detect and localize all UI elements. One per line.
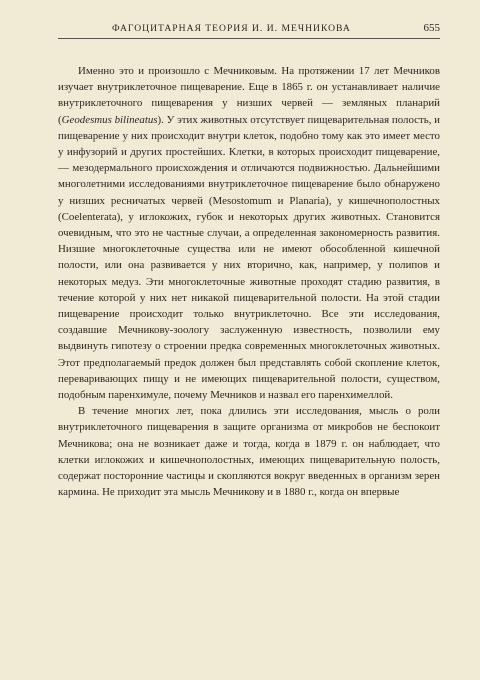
body-text [58, 63, 440, 500]
running-title: ФАГОЦИТАРНАЯ ТЕОРИЯ И. И. МЕЧНИКОВА [112, 23, 351, 34]
species-name: Geodesmus bilineatus [61, 113, 158, 126]
page-number: 655 [423, 22, 440, 34]
running-head [58, 22, 440, 39]
paragraph-1: Именно это и произошло с Мечниковым. На протяжении 17 лет Мечников изучает внутриклеточное пищеварение. Еще в 1865 г. он устанавливает наличие внутриклеточного пищеварения у низших червей — земляных планарий (Geodesmus bilineatus). У этих животных отсутствует пищеварительная полость, и пищеварение у них происходит внутри клеток, подобно тому как это имеет место у инфузорий и других простейших. Клетки, в которых происходит пищеварение,— мезодермального происхождения и отличаются подвижностью. Дальнейшими многолетними исследованиями внутриклеточное пищеварение было обнаружено у низших ресничатых червей (Mesostomum и Planaria), у кишечнополостных (Coelenterata), у иглокожих, губок и некоторых других животных. Становится очевидным, что это не частные случаи, а определенная закономерность развития. Низшие многоклеточные существа или не имеют обособленной кишечной полости, или она развивается у них вторично, как, например, у полипов и некоторых медуз. Эти многоклеточные животные проходят стадию развития, в течение которой у них нет никакой пищеварительной полости. На этой стадии пищеварение происходит только внутриклеточно. Все эти исследования, создавшие Мечникову-зоологу заслуженную известность, позволили ему выдвинуть гипотезу о строении предка современных многоклеточных животных. Этот предполагаемый предок должен был представлять собой скопление клеток, переваривающих пищу и не имеющих пищеварительной полости, существом, подобным паренхимуле, почему Мечников и назвал его паренхимеллой. [58, 65, 441, 402]
paragraph-2: В течение многих лет, пока длились эти исследования, мысль о роли внутриклеточного пищеварения в защите организма от микробов не беспокоит Мечникова; она не возникает даже и тогда, когда в 1879 г. он наблюдает, что клетки иглокожих и кишечнополостных, имеющих пищеварительную полость, содержат посторонние частицы и скопляются вокруг введенных в организм зерен кармина. Не приходит эта мысль Мечникову и в 1880 г., когда он впервые [58, 405, 440, 499]
